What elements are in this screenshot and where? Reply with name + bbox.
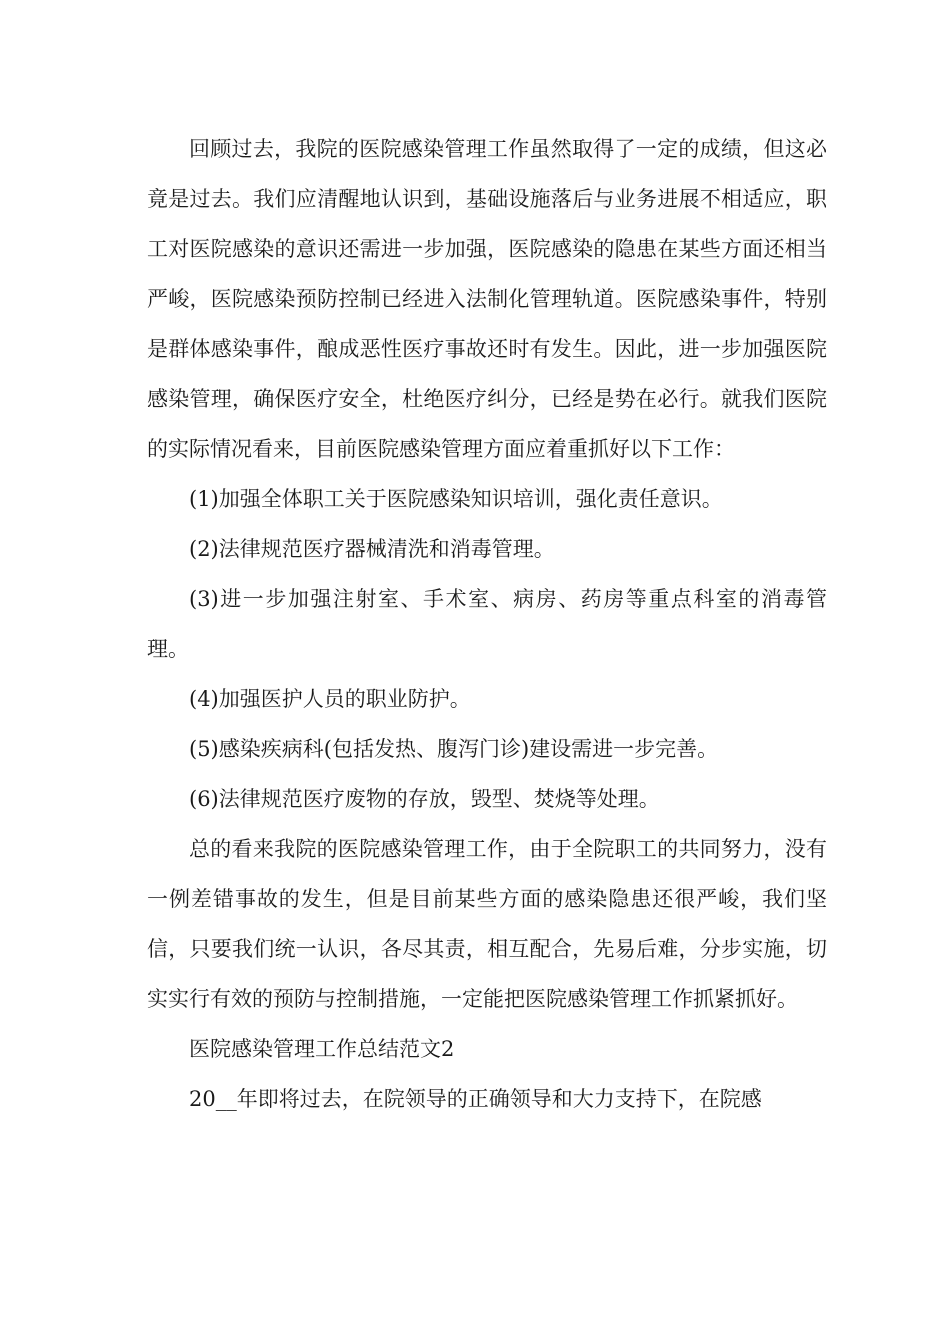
paragraph-review: 回顾过去，我院的医院感染管理工作虽然取得了一定的成绩，但这必竟是过去。我们应清醒地认识到，基础设施落后与业务进展不相适应，职工对医院感染的意识还需进一步加强，医院感染的隐患在某些方面还相当严峻，医院感染预防控制已经进入法制化管理轨道。医院感染事件，特别是群体感染事件，酿成恶性医疗事故还时有发生。因此，进一步加强医院感染管理，确保医疗安全，杜绝医疗纠分，已经是势在必行。就我们医院的实际情况看来，目前医院感染管理方面应着重抓好以下工作： — [147, 137, 827, 461]
list-item-2: (2)法律规范医疗器械清洗和消毒管理。 — [189, 537, 555, 561]
list-item-6: (6)法律规范医疗废物的存放，毁型、焚烧等处理。 — [189, 787, 660, 811]
document-body — [147, 124, 827, 1124]
paragraph-intro: 20__年即将过去，在院领导的正确领导和大力支持下，在院感 — [189, 1087, 762, 1111]
section-heading: 医院感染管理工作总结范文2 — [189, 1037, 455, 1061]
list-item-5: (5)感染疾病科(包括发热、腹泻门诊)建设需进一步完善。 — [189, 737, 719, 761]
list-item-3: (3)进一步加强注射室、手术室、病房、药房等重点科室的消毒管理。 — [147, 587, 827, 661]
paragraph-summary: 总的看来我院的医院感染管理工作，由于全院职工的共同努力，没有一例差错事故的发生，但是目前某些方面的感染隐患还很严峻，我们坚信，只要我们统一认识，各尽其责，相互配合，先易后难，分步实施，切实实行有效的预防与控制措施，一定能把医院感染管理工作抓紧抓好。 — [147, 837, 827, 1011]
list-item-1: (1)加强全体职工关于医院感染知识培训，强化责任意识。 — [189, 487, 723, 511]
list-item-4: (4)加强医护人员的职业防护。 — [189, 687, 471, 711]
